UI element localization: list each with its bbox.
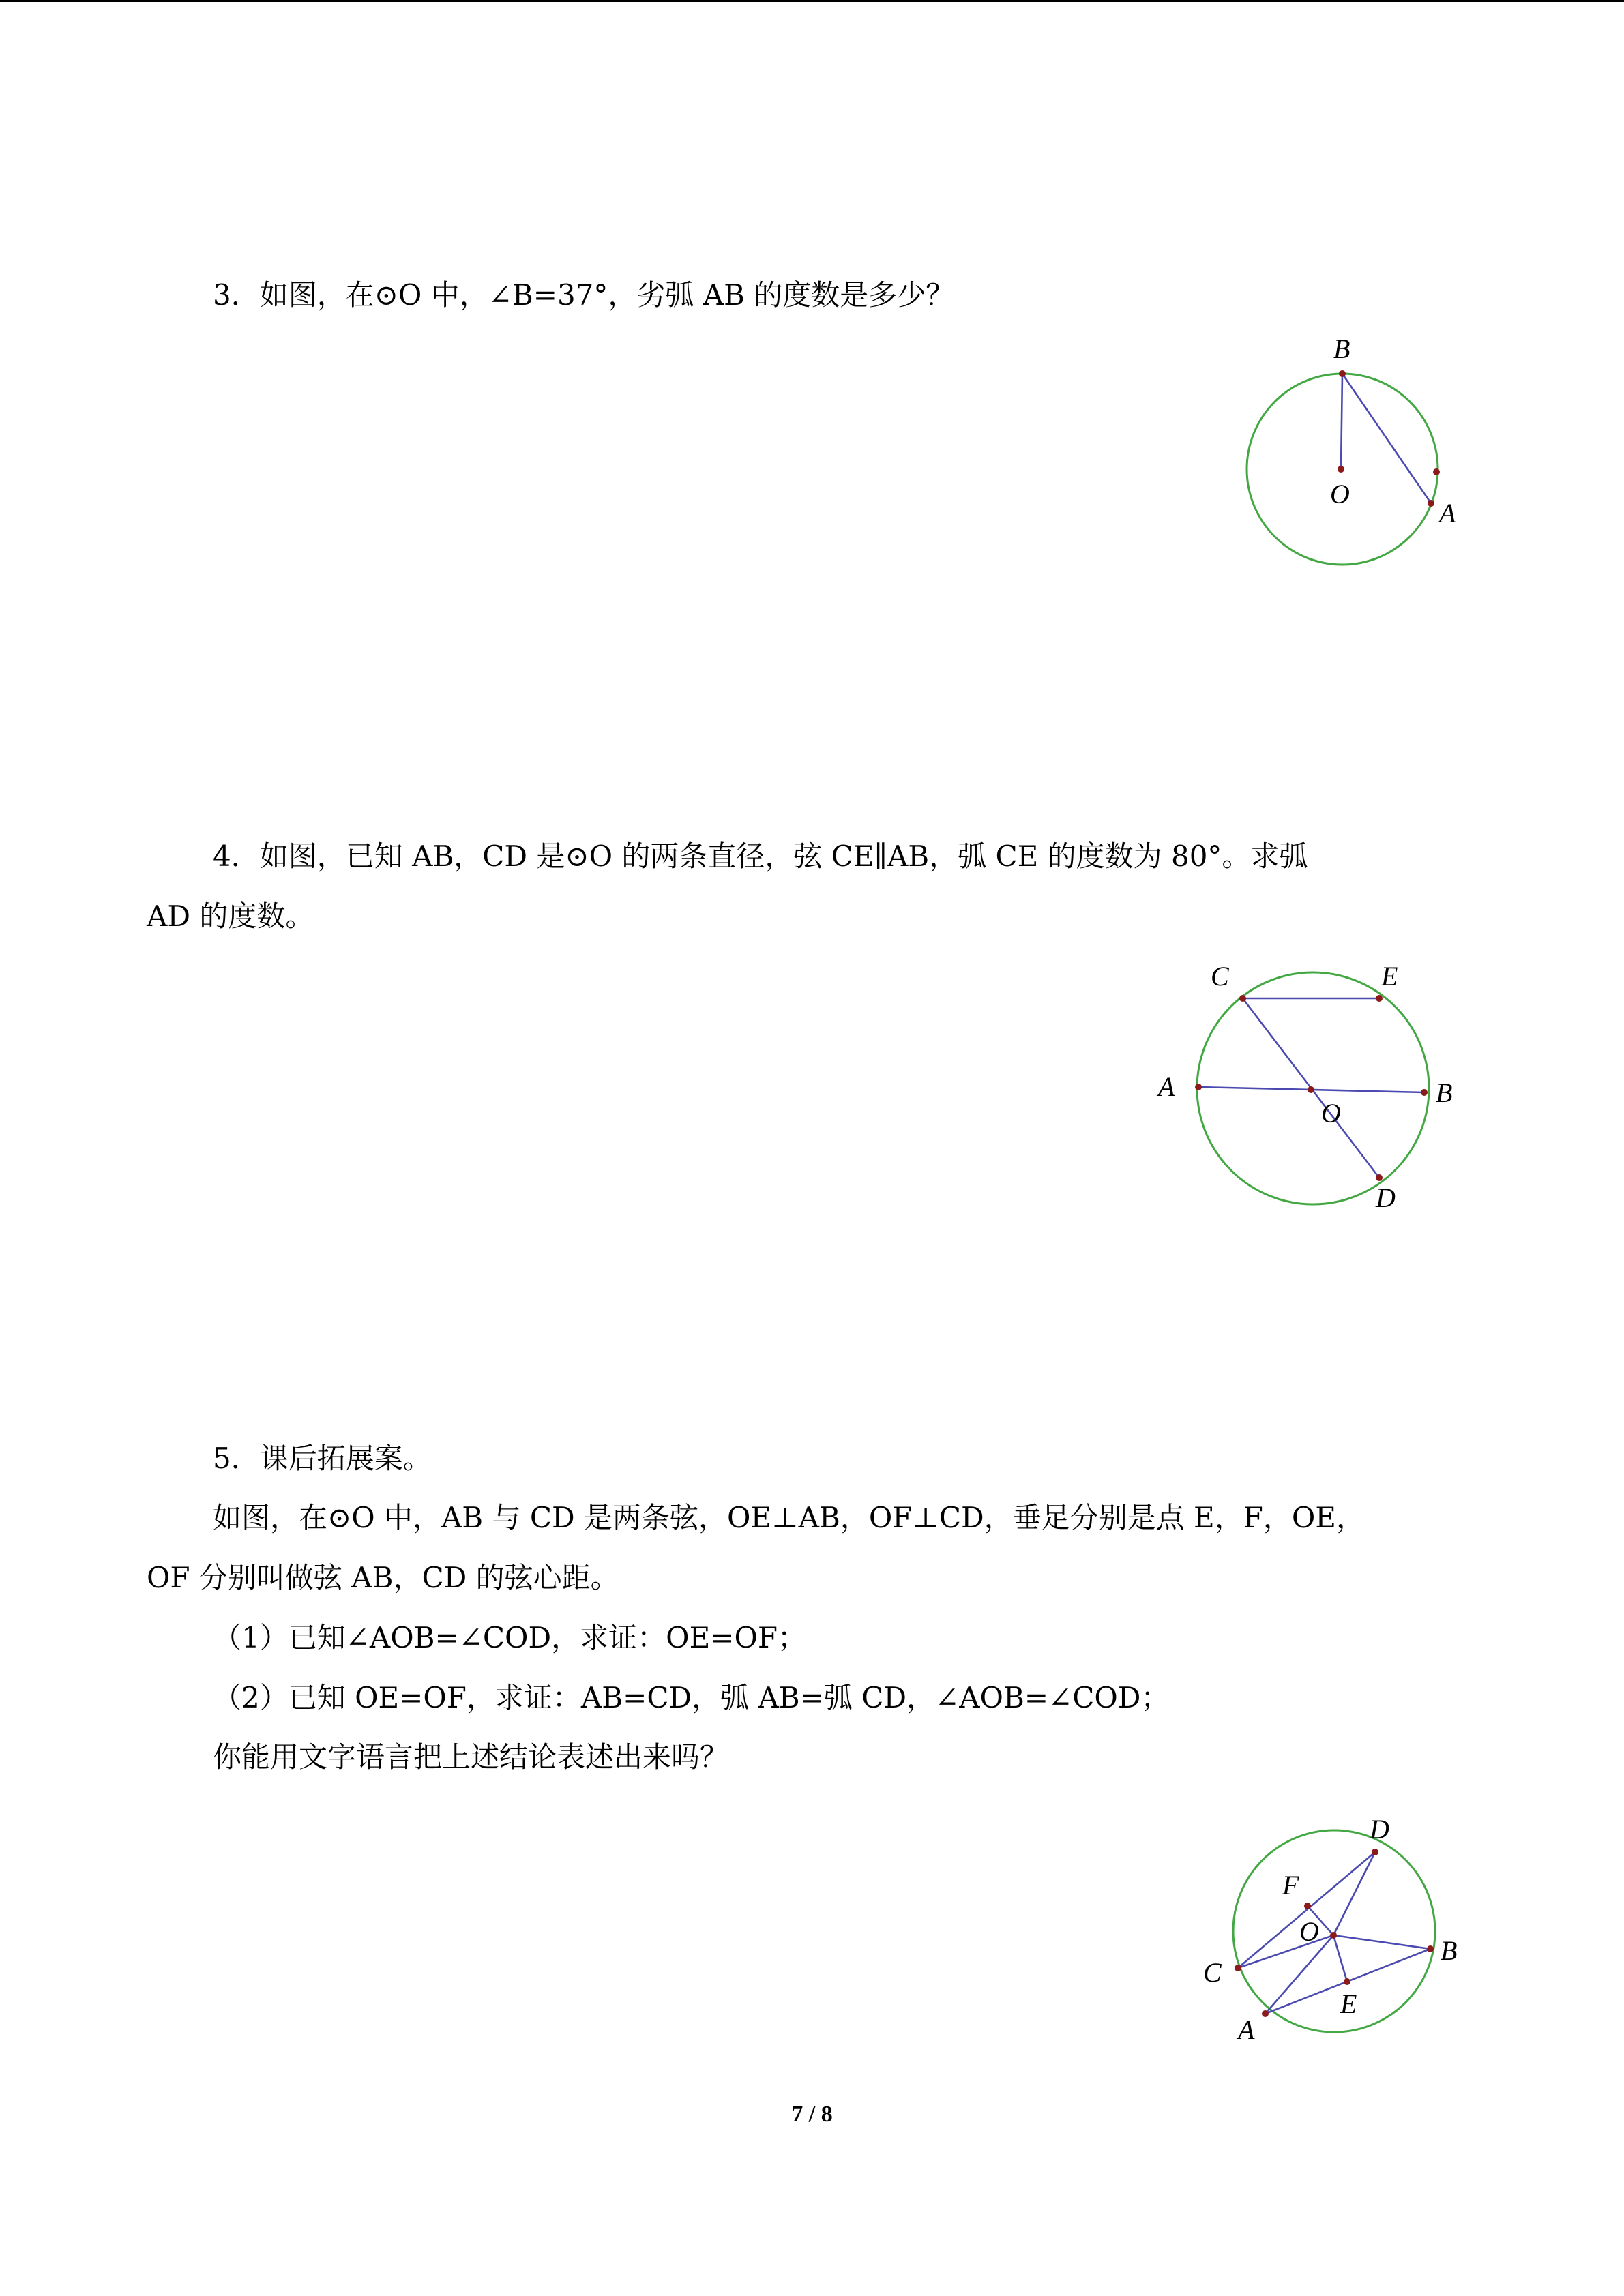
- q4-text-line2: AD 的度数。: [147, 899, 314, 933]
- q5-point-d: [1372, 1849, 1378, 1855]
- q5-label-b: B: [1441, 1935, 1458, 1966]
- q5-title: 5．课后拓展案。: [213, 1442, 432, 1475]
- page-number: 7 / 8: [791, 2102, 833, 2127]
- q5-chord-cd: [1238, 1852, 1375, 1968]
- q5-point-e: [1344, 1978, 1350, 1985]
- q3-label-a: A: [1439, 498, 1456, 528]
- q5-para-line1: 如图，在⊙O 中，AB 与 CD 是两条弦，OE⊥AB，OF⊥CD，垂足分别是点 E，F，OE，: [213, 1501, 1365, 1534]
- q5-circle: [1233, 1830, 1435, 2032]
- q5-item-2: （2）已知 OE=OF，求证：AB=CD，弧 AB=弧 CD，∠AOB=∠COD；: [213, 1681, 1170, 1714]
- q5-point-b: [1427, 1945, 1434, 1952]
- q4-label-e: E: [1381, 961, 1398, 992]
- q4-label-o: O: [1321, 1098, 1341, 1129]
- q5-label-d: D: [1370, 1814, 1389, 1845]
- q5-segment-od: [1333, 1852, 1375, 1935]
- q4-text-line1: 4．如图，已知 AB，CD 是⊙O 的两条直径，弦 CE∥AB，弧 CE 的度数为 80°。求弧: [213, 839, 1308, 873]
- q5-point-a: [1262, 2010, 1269, 2017]
- q5-para-line2: OF 分别叫做弦 AB，CD 的弦心距。: [147, 1561, 619, 1594]
- q5-label-a: A: [1238, 2014, 1255, 2045]
- q5-question: 你能用文字语言把上述结论表述出来吗？: [213, 1740, 729, 1774]
- q5-label-c: C: [1203, 1957, 1222, 1988]
- q5-segment-oe: [1333, 1935, 1347, 1982]
- q5-point-f: [1304, 1903, 1311, 1909]
- q4-label-a: A: [1158, 1071, 1175, 1102]
- q5-label-f: F: [1282, 1870, 1299, 1900]
- q3-text: 3．如图，在⊙O 中，∠B=37°，劣弧 AB 的度数是多少？: [213, 278, 955, 312]
- q5-item-1: （1）已知∠AOB=∠COD，求证：OE=OF；: [213, 1621, 807, 1654]
- q5-point-c: [1235, 1965, 1241, 1971]
- q3-label-b: B: [1333, 333, 1350, 364]
- q5-segment-ob: [1333, 1935, 1430, 1949]
- q5-point-o: [1330, 1932, 1337, 1939]
- q4-label-c: C: [1211, 961, 1229, 992]
- q4-label-b: B: [1436, 1077, 1453, 1108]
- q3-label-o: O: [1330, 479, 1350, 509]
- q5-label-e: E: [1340, 1988, 1357, 2019]
- q4-label-d: D: [1376, 1182, 1396, 1213]
- q5-label-o: O: [1299, 1916, 1319, 1947]
